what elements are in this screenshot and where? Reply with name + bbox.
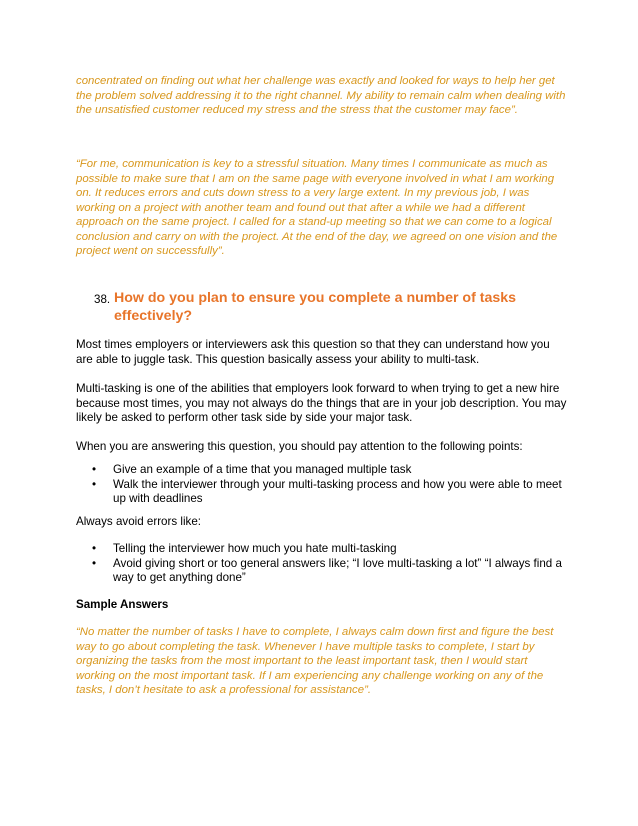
bullet-icon: • <box>92 556 97 570</box>
bullet-icon: • <box>92 463 97 476</box>
question-title: How do you plan to ensure you complete a number of tasks effectively? <box>114 290 517 324</box>
list-item: • Walk the interviewer through your multi-tasking process and how you were able to meet up with deadlines <box>92 477 562 505</box>
paragraph-multitasking: Multi-tasking is one of the abilities that employers look forward to when trying to get a new hire because most times, you may not always do the things that are in your job description. You may likely be asked to perform other task side by side your major task. <box>76 382 567 424</box>
errors-list <box>92 542 570 586</box>
list-item: • Give an example of a time that you managed multiple task <box>92 463 412 476</box>
bullet-icon: • <box>92 542 97 555</box>
paragraph-points-intro: When you are answering this question, you should pay attention to the following points: <box>76 440 523 453</box>
quote-continuation: concentrated on finding out what her challenge was exactly and looked for ways to help her get the problem solved addressing it to the right channel. My ability to remain calm when dealing with the unsatisfied customer reduced my stress and the stress that the customer may face”. <box>76 75 566 116</box>
paragraph-intro: Most times employers or interviewers ask this question so that they can understand how you are able to juggle task. This question basically assess your ability to multi-task. <box>76 338 550 366</box>
list-item: • Telling the interviewer how much you hate multi-tasking <box>92 542 397 555</box>
question-number: 38. <box>94 293 111 306</box>
bullet-icon: • <box>92 477 97 491</box>
sample-answer-quote: “No matter the number of tasks I have to complete, I always calm down first and figure the best way to go about completing the task. Whenever I have multiple tasks to complete, I start by organizing the tasks from the most important to the least important task, then I would start working on the most important task. If I am experiencing any challenge working on any of the tasks, I don’t hesitate to ask a professional for assistance”. <box>76 626 554 696</box>
list-item: • Avoid giving short or too general answers like; “I love multi-tasking a lot” “I always find a way to get anything done” <box>92 556 562 584</box>
sample-answers-heading: Sample Answers <box>76 598 169 611</box>
sample-answer-quote: “For me, communication is key to a stressful situation. Many times I communicate as much as possible to make sure that I am on the same page with everyone involved in what I am working on. It reduces errors and cuts down stress to a very large extent. In my previous job, I was working on a project with another team and found out that after a while we had a different approach on the same project. I called for a stand-up meeting so that we can come to a logical conclusion and carry on with the project. At the end of the day, we agreed on one vision and the project went on successfully”. <box>76 158 558 257</box>
paragraph-avoid-errors: Always avoid errors like: <box>76 515 201 528</box>
points-list <box>92 463 570 507</box>
